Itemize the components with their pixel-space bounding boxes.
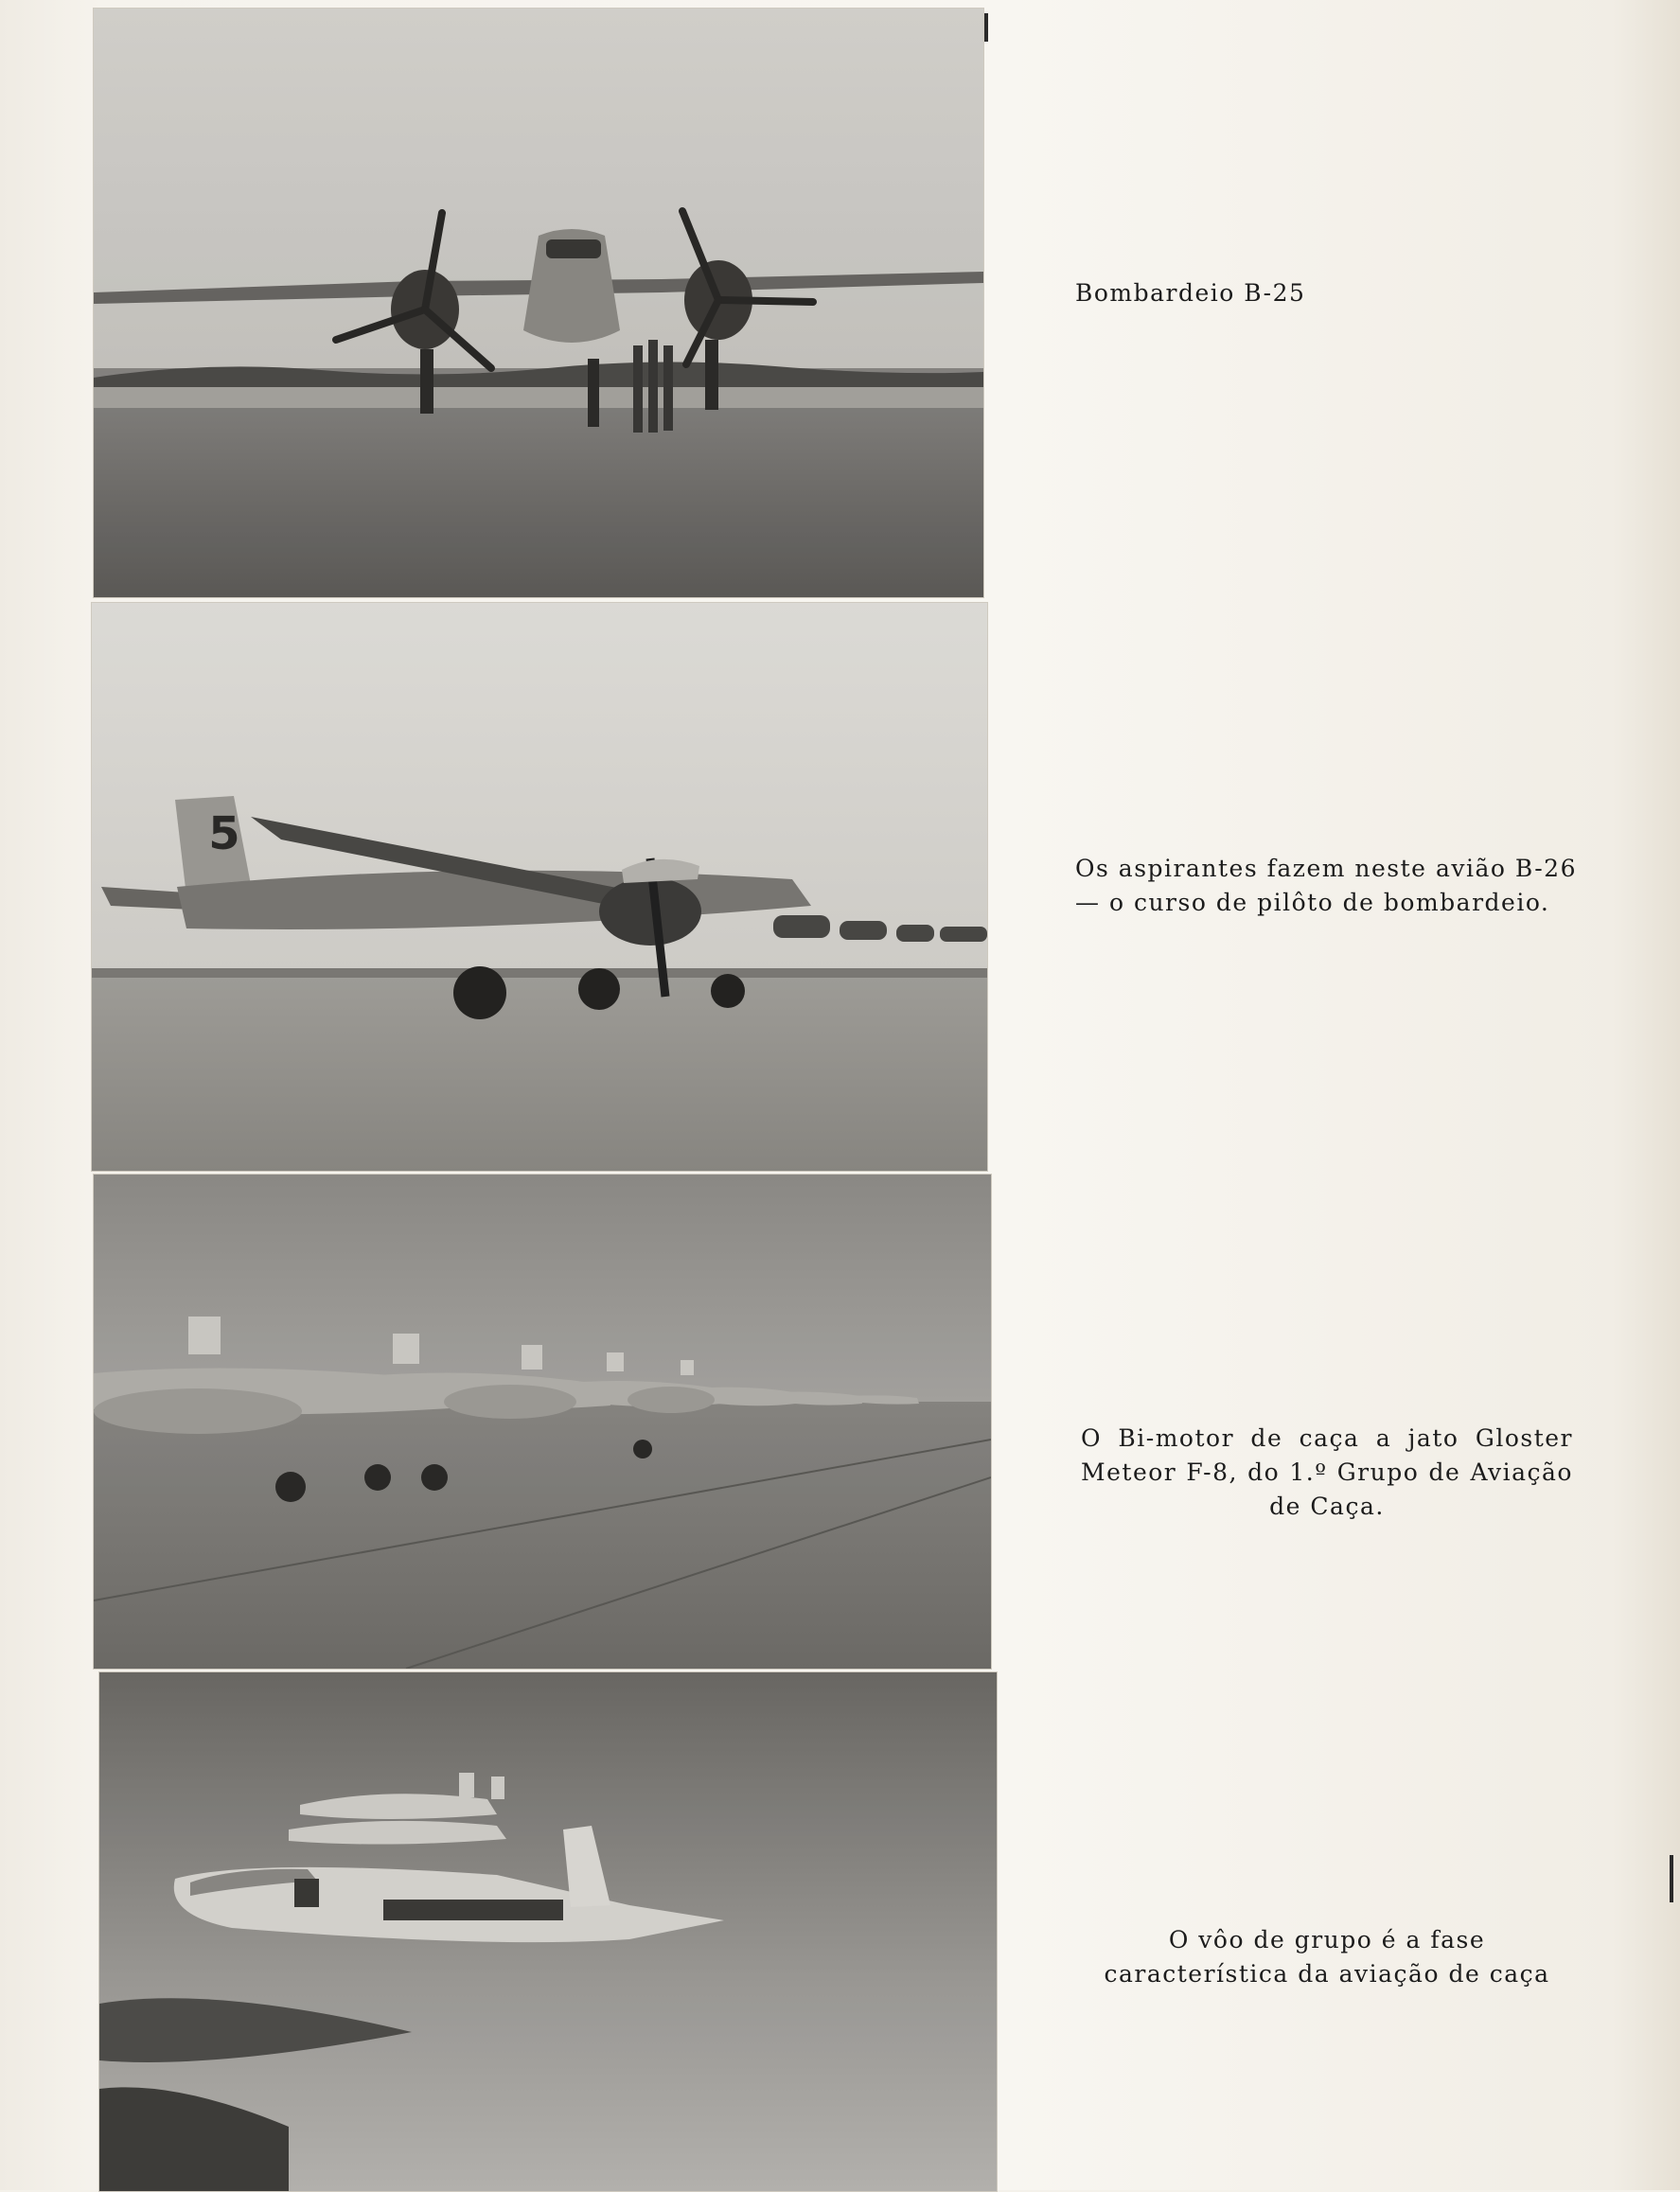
photo-jet-formation: [98, 1671, 998, 2192]
caption-meteor: O Bi-motor de caça a jato Gloster Meteor F-8, do 1.º Grupo de Aviação de Caça.: [1081, 1424, 1573, 1520]
scan-mark: [984, 13, 988, 42]
scan-mark: [1670, 1855, 1673, 1902]
caption-formation: O vôo de grupo é a fase característica da aviação de caça: [1104, 1926, 1550, 1988]
photo-b25-bomber: [93, 8, 984, 598]
photo-column: [91, 8, 998, 2190]
meteor-photo-drawing: [94, 1175, 991, 1669]
caption-b26: Os aspirantes fazem neste avião B-26 — o curso de pilôto de bombardeio.: [1075, 855, 1577, 916]
formation-photo-drawing: [99, 1672, 997, 2191]
caption-b25: Bombardeio B-25: [1075, 279, 1306, 307]
b25-photo-drawing: [94, 9, 983, 597]
photo-b26-bomber-line: [91, 602, 988, 1172]
tail-number: 5: [208, 807, 240, 860]
b26-photo-drawing: [92, 603, 987, 1171]
photo-gloster-meteor-line: [93, 1174, 992, 1670]
